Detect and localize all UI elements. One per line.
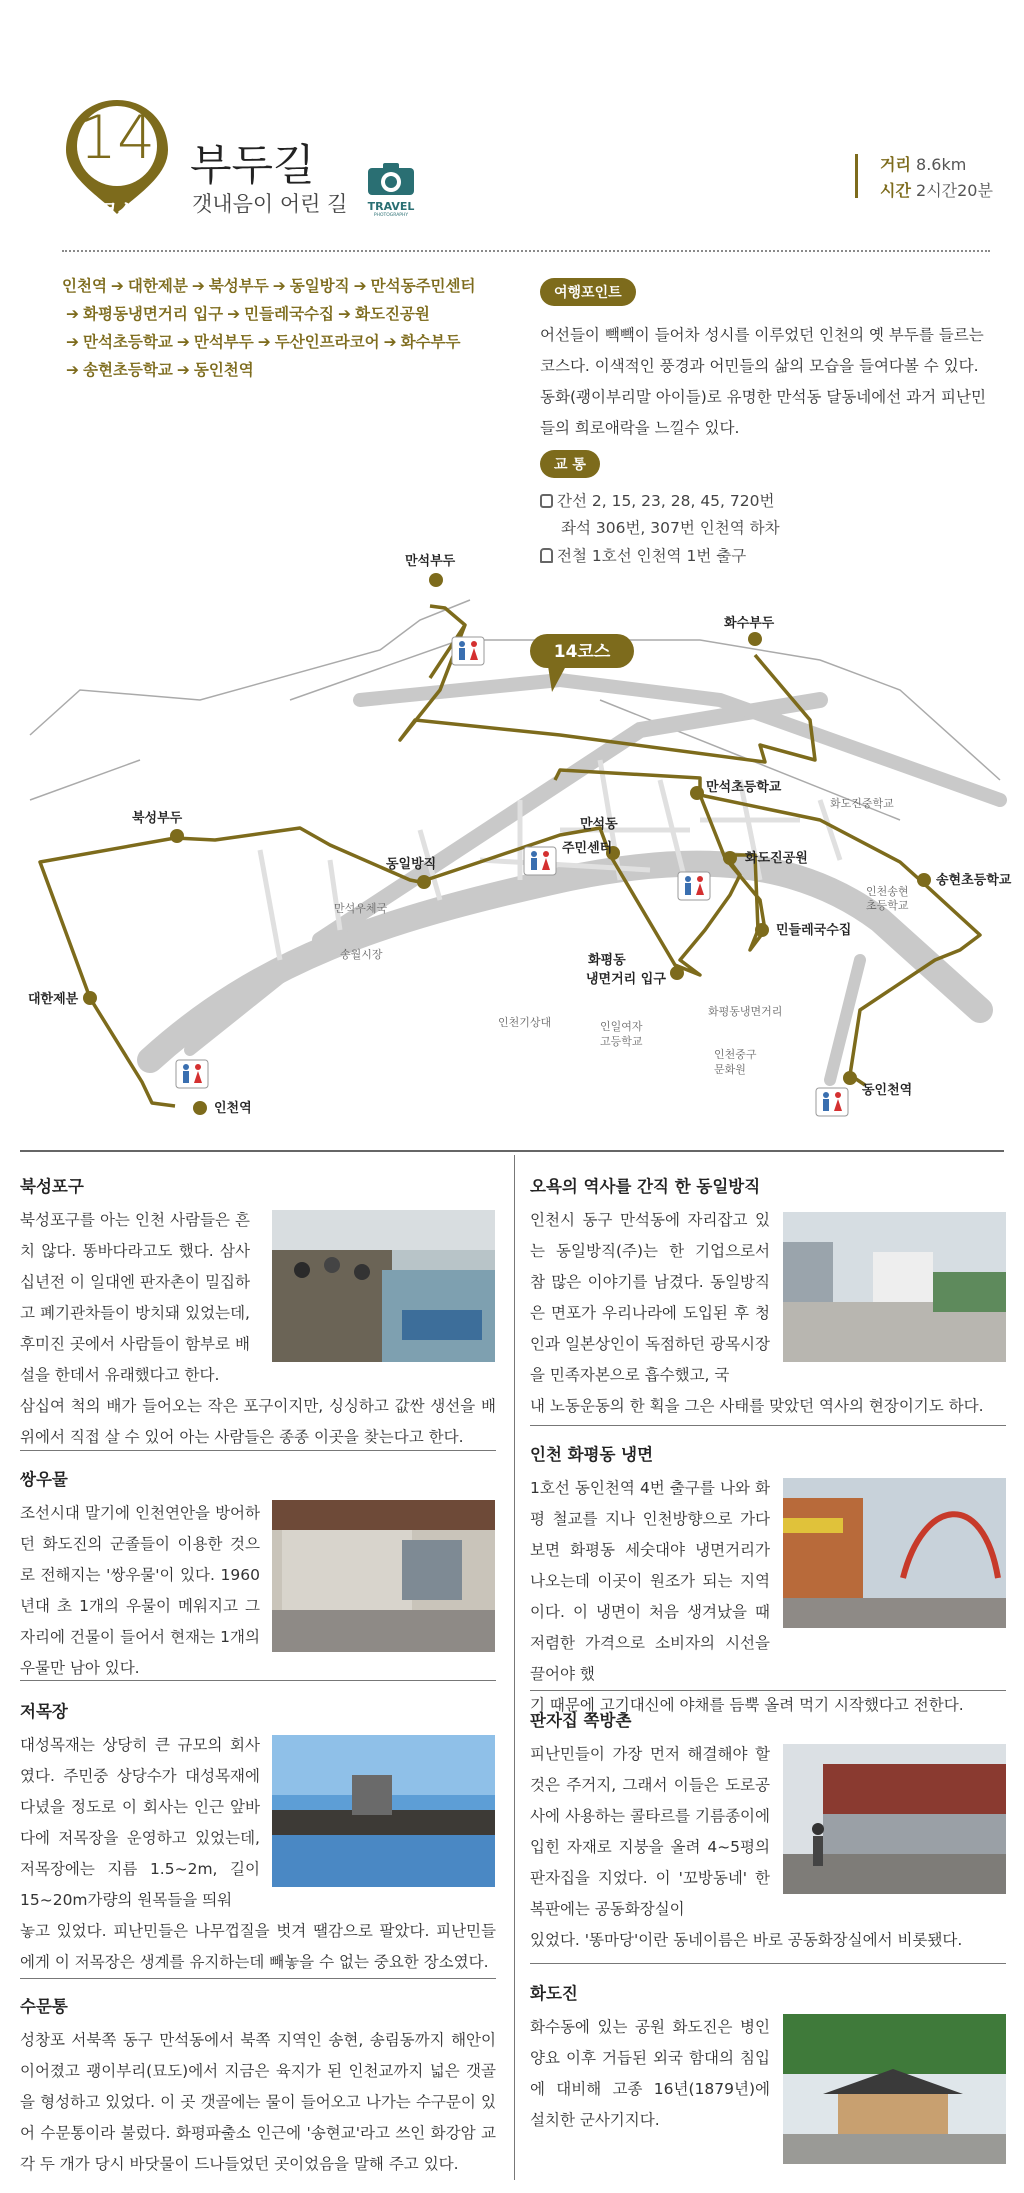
logo-text: TRAVEL — [367, 200, 415, 213]
route-arrow-icon: ➔ — [66, 361, 79, 379]
article-text-continued: 놓고 있었다. 피난민들은 나무껍질을 벗겨 땔감으로 팔았다. 피난민들에게 이 저목장은 생계를 유지하는데 빼놓을 수 없는 중요한 장소였다. — [20, 1922, 496, 1971]
time-label: 시간 — [880, 181, 911, 200]
place-songhyeon-elem-2: 초등학교 — [866, 899, 909, 912]
label-manseok-pier: 만석부두 — [405, 554, 456, 569]
route-stop: 만석부두 — [193, 333, 254, 351]
travel-point-text: 어선들이 빽빽이 들어차 성시를 이루었던 인천의 옛 부두를 들르는 코스다. 이색적인 풍경과 어민들의 삶의 모습을 들여다볼 수 있다. 동화(괭이부리말 아이들)로 유명한 만석동 달동네에선 과거 피난민들의 희로애락을 느낄수 있다. — [540, 326, 986, 437]
route-arrow-icon: ➔ — [257, 333, 271, 351]
separator — [20, 1978, 496, 1979]
separator — [530, 1425, 1006, 1426]
restroom-icon — [678, 872, 710, 900]
route-arrow-icon: ➔ — [353, 277, 367, 295]
bus-icon — [540, 494, 553, 508]
place-songwol: 송월시장 — [340, 948, 383, 961]
logo-subtext: PHOTOGRAPHY — [373, 213, 409, 218]
route-arrow-icon: ➔ — [383, 333, 397, 351]
stop-dot-mindeulle — [755, 923, 769, 937]
stop-dot-manseok-pier — [429, 573, 443, 587]
article-text-continued: 있었다. '똥마당'이란 동네이름은 바로 공동화장실에서 비롯됐다. — [530, 1931, 963, 1949]
stop-dot-dongil — [417, 875, 431, 889]
bus-line-1: 간선 2, 15, 23, 28, 45, 720번 — [557, 492, 775, 510]
route-stop: 송현초등학교 — [83, 361, 173, 379]
restroom-icon — [816, 1088, 848, 1116]
separator — [530, 1963, 1006, 1964]
route-stop: 동인천역 — [193, 361, 254, 379]
time-value: 2시간20분 — [916, 181, 993, 200]
photo-lumber-yard — [272, 1735, 495, 1887]
course-word: 코스 — [98, 200, 136, 222]
place-naengmyeon-street: 화평동냉면거리 — [708, 1005, 783, 1018]
label-daehan: 대한제분 — [28, 992, 79, 1007]
article-text-continued: 삼십여 척의 배가 들어오는 작은 포구이지만, 싱싱하고 값싼 생선을 배 위에서 직접 살 수 있어 아는 사람들은 종종 이곳을 찾는다고 한다. — [20, 1397, 496, 1446]
stop-dot-hwapyeong — [670, 966, 684, 980]
travel-point-tag: 여행포인트 — [540, 278, 636, 306]
article-text-continued: 내 노동운동의 한 획을 그은 사태를 맞았던 역사의 현장이기도 하다. — [530, 1397, 984, 1415]
label-manseok-center-2: 주민센터 — [562, 841, 613, 856]
route-arrow-icon: ➔ — [66, 305, 79, 323]
article-text: 북성포구를 아는 인천 사람들은 흔치 않다. 똥바다라고도 했다. 삼사십년전 이 일대엔 판자촌이 밀집하고 폐기관차들이 방치돼 있었는데, 후미진 곳에서 사람들이 함부로 배설을 한데서 유래했다고 한다. — [20, 1211, 250, 1384]
subway-line: 전철 1호선 인천역 1번 출구 — [557, 547, 747, 565]
article-title: 수문통 — [20, 1997, 68, 2016]
place-songhyeon-elem-1: 인천송현 — [866, 885, 909, 898]
label-bukseong: 북성부두 — [132, 811, 183, 826]
travel-photography-logo — [366, 162, 416, 220]
place-junggu-1: 인천중구 — [714, 1048, 757, 1061]
restroom-icon — [452, 637, 484, 665]
route-stop: 동일방직 — [289, 277, 350, 295]
article-text: 조선시대 말기에 인천연안을 방어하던 화도진의 군졸들이 이용한 것으로 전해지는 '쌍우물'이 있다. 1960년대 초 1개의 우물이 메워지고 그 자리에 건물이 들어서 현재는 1개의 우물만 남아 있다. — [20, 1504, 260, 1677]
distance-stat — [880, 152, 966, 175]
stop-dot-hwasu-pier — [748, 632, 762, 646]
page-subtitle: 갯내음이 어린 길 — [192, 192, 348, 216]
bus-line-2: 좌석 306번, 307번 인천역 하차 — [561, 519, 780, 537]
page-title: 부두길 — [190, 141, 315, 191]
stop-dot-songhyeon — [917, 873, 931, 887]
separator — [530, 1690, 1006, 1691]
photo-naengmyeon-street — [783, 1478, 1006, 1628]
separator — [20, 1450, 496, 1451]
label-manseok-center-1: 만석동 — [580, 817, 618, 832]
transit-tag: 교 통 — [540, 450, 600, 478]
place-hwadojin-middle: 화도진중학교 — [830, 797, 894, 810]
route-arrow-icon: ➔ — [338, 305, 351, 323]
place-junggu-2: 문화원 — [714, 1063, 746, 1076]
route-stop: 두산인프라코어 — [274, 333, 380, 351]
route-stop: 대한제분 — [127, 277, 188, 295]
label-manseok-school: 만석초등학교 — [706, 780, 782, 795]
route-arrow-icon: ➔ — [110, 277, 124, 295]
stop-dot-bukseong — [170, 829, 184, 843]
label-dongil: 동일방직 — [386, 857, 437, 872]
article-text: 인천시 동구 만석동에 자리잡고 있는 동일방직(주)는 한 기업으로서 참 많은 이야기를 남겼다. 동일방직은 면포가 우리나라에 도입된 후 청인과 일본상인이 독점하던 광목시장을 민족자본으로 흡수했고, 국 — [530, 1211, 770, 1384]
stop-dot-daehan — [83, 991, 97, 1005]
route-arrow-icon: ➔ — [191, 277, 205, 295]
label-incheon: 인천역 — [214, 1101, 252, 1116]
stop-dot-manseok-school — [690, 786, 704, 800]
article-title: 인천 화평동 냉면 — [530, 1445, 654, 1464]
article-title: 오욕의 역사를 간직 한 동일방직 — [530, 1177, 761, 1196]
label-hwapyeong-2: 냉면거리 입구 — [586, 972, 666, 987]
label-hwapyeong-1: 화평동 — [588, 953, 626, 968]
label-hwadojin: 화도진공원 — [745, 851, 808, 866]
photo-panjajip-village — [783, 1744, 1006, 1894]
article-text-continued: 기 때문에 고기대신에 야채를 듬뿍 올려 먹기 시작했다고 전한다. — [530, 1696, 964, 1714]
route-arrow-icon: ➔ — [176, 333, 190, 351]
place-girls-high-1: 인일여자 — [600, 1020, 643, 1033]
route-stop: 만석동주민센터 — [370, 277, 476, 295]
article-title: 판자집 쪽방촌 — [530, 1711, 632, 1730]
stop-dot-hwadojin — [723, 851, 737, 865]
time-stat — [880, 178, 993, 201]
article-title: 쌍우물 — [20, 1470, 68, 1489]
route-list — [62, 272, 502, 384]
label-mindeulle: 민들레국수집 — [776, 923, 852, 938]
label-hwasu-pier: 화수부두 — [724, 616, 775, 631]
route-stop: 화도진공원 — [355, 305, 430, 323]
article-title: 화도진 — [530, 1984, 578, 2003]
route-arrow-icon: ➔ — [272, 277, 286, 295]
label-dongincheon: 동인천역 — [862, 1083, 913, 1098]
route-arrow-icon: ➔ — [66, 333, 79, 351]
stop-dot-incheon — [193, 1101, 207, 1115]
route-stop: 민들레국수집 — [244, 305, 334, 323]
dotted-divider — [62, 250, 990, 252]
photo-ssangwoomul-well — [272, 1500, 495, 1652]
restroom-icon — [524, 847, 556, 875]
route-stop: 인천역 — [62, 277, 107, 295]
route-stop: 화수부두 — [400, 333, 461, 351]
article-text: 피난민들이 가장 먼저 해결해야 할 것은 주거지, 그래서 이들은 도로공사에 사용하는 콜타르를 기름종이에 입힌 자재로 지붕을 올려 4~5평의 판자집을 지었다. 이 '꼬방동네' 한 복판에는 공동화장실이 — [530, 1745, 770, 1918]
camera-icon — [366, 162, 416, 196]
distance-value: 8.6km — [916, 155, 967, 174]
route-arrow-icon: ➔ — [176, 361, 190, 379]
map-bottom-rule — [20, 1150, 1004, 1152]
course-badge-label: 14코스 — [553, 642, 611, 662]
place-weather: 인천기상대 — [498, 1016, 552, 1029]
route-stop: 만석초등학교 — [83, 333, 173, 351]
map-coastline — [30, 600, 1000, 820]
course-number: 14 — [78, 103, 156, 173]
photo-hwadojin-park — [783, 2014, 1006, 2164]
column-divider — [514, 1155, 515, 2180]
article-title: 저목장 — [20, 1702, 68, 1721]
map-roads — [150, 680, 1000, 1080]
route-stop: 화평동냉면거리 입구 — [83, 305, 224, 323]
article-sumun — [20, 1993, 496, 2180]
distance-label: 거리 — [880, 155, 911, 174]
route-arrow-icon: ➔ — [227, 305, 241, 323]
route-map — [0, 540, 1024, 1160]
article-title: 북성포구 — [20, 1177, 84, 1196]
article-text: 대성목재는 상당히 큰 규모의 회사였다. 주민중 상당수가 대성목재에 다녔을 정도로 이 회사는 인근 앞바다에 저목장을 운영하고 있었는데, 저목장에는 지름 1.5~2m, 길이 15~20m가량의 원목들을 띄워 — [20, 1736, 260, 1909]
stop-dot-dongincheon — [843, 1071, 857, 1085]
stats-bar — [855, 154, 858, 198]
separator — [20, 1680, 496, 1681]
bus-info — [540, 488, 780, 542]
article-text: 화수동에 있는 공원 화도진은 병인양요 이후 거듭된 외국 함대의 침입에 대비해 고종 16년(1879년)에 설치한 군사기지다. — [530, 2018, 770, 2129]
route-stop: 북성부두 — [208, 277, 269, 295]
place-manseok-post: 만석우체국 — [334, 902, 388, 915]
label-songhyeon: 송현초등학교 — [936, 873, 1012, 888]
article-text: 1호선 동인천역 4번 출구를 나와 화평 철교를 지나 인천방향으로 가다보면 화평동 세숫대야 냉면거리가 나오는데 이곳이 원조가 되는 지역이다. 이 냉면이 처음 생겨났을 때 저렴한 가격으로 소비자의 시선을 끌어야 했 — [530, 1479, 770, 1683]
photo-dongil-textile — [783, 1212, 1006, 1362]
article-text: 성창포 서북쪽 동구 만석동에서 북쪽 지역인 송현, 송림동까지 해안이 이어졌고 괭이부리(묘도)에서 지금은 육지가 된 인천교까지 넓은 갯골을 형성하고 있었다. 이 곳 갯골에는 물이 들어오고 나가는 수구문이 있어 수문통이라 불렀다. 화평파출소 인근에 '송현교'라고 쓰인 화강암 교각 두 개가 당시 바닷물이 드나들었던 곳이었음을 말해 주고 있다. — [20, 2031, 496, 2173]
restroom-icon — [176, 1060, 208, 1088]
photo-bukseong-port — [272, 1210, 495, 1362]
place-girls-high-2: 고등학교 — [600, 1035, 643, 1048]
